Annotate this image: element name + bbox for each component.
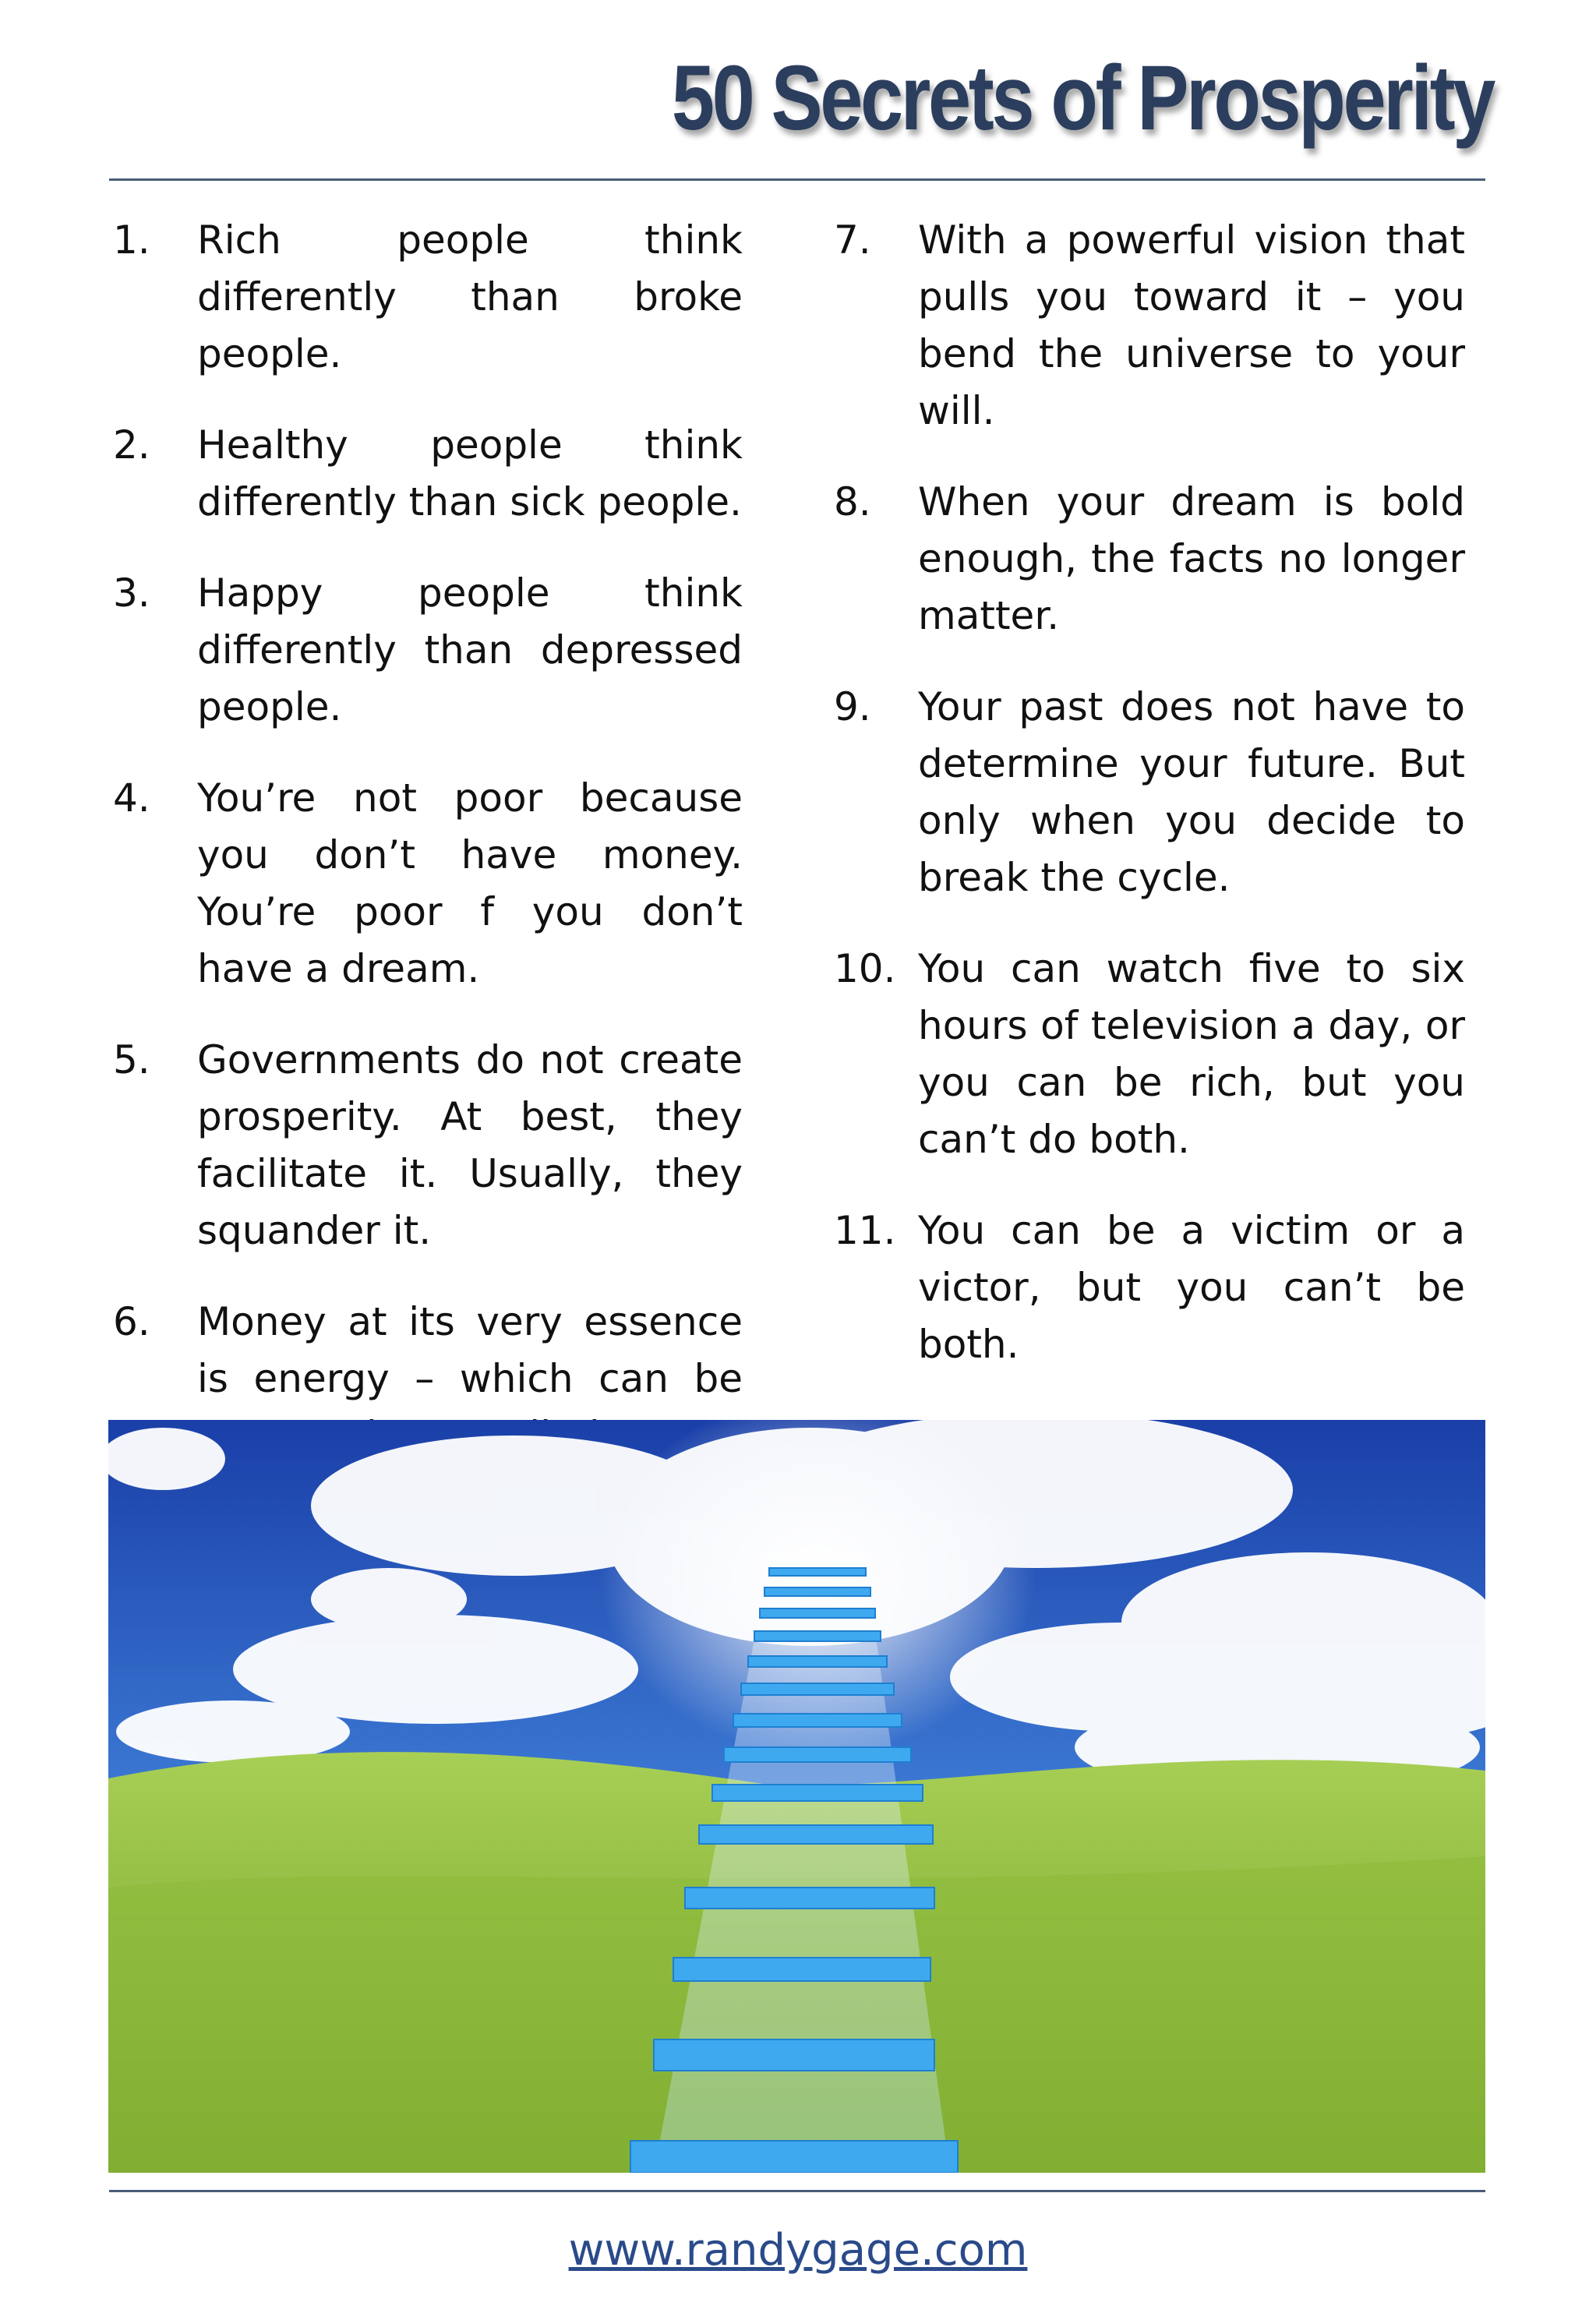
- top-divider: [109, 178, 1485, 181]
- item-number: 1.: [113, 217, 150, 263]
- item-text: Your past does not have to determine your future. But only when you decide to break the cycle.: [918, 684, 1465, 900]
- list-item: [113, 565, 743, 736]
- item-number: 9.: [834, 684, 871, 729]
- item-text: When your dream is bold enough, the facts no longer matter.: [918, 479, 1465, 638]
- item-text: Healthy people think differently than sick people.: [197, 422, 743, 524]
- list-item: [113, 1032, 743, 1259]
- item-text: You can be a victim or a victor, but you can’t be both.: [918, 1208, 1465, 1367]
- item-text: You’re not poor because you don’t have money. You’re poor f you don’t have a dream.: [197, 775, 743, 991]
- item-text: Money at its very essence is energy – which can be: [197, 1299, 743, 1401]
- left-column: [113, 212, 743, 1499]
- item-number: 10.: [834, 946, 896, 991]
- list-item: [113, 770, 743, 998]
- list-item: [113, 417, 743, 531]
- list-item: [834, 1202, 1465, 1373]
- website-link[interactable]: www.randygage.com: [568, 2225, 1028, 2276]
- item-number: 11.: [834, 1208, 896, 1253]
- item-number: 4.: [113, 775, 150, 821]
- item-number: 2.: [113, 422, 150, 468]
- item-number: 5.: [113, 1037, 150, 1082]
- item-text: You can watch five to six hours of television a day, or you can be rich, but you can’t do both.: [918, 946, 1465, 1162]
- page-title: 50 Secrets of Prosperity: [671, 47, 1493, 150]
- list-item: [834, 679, 1465, 906]
- right-column: [834, 212, 1465, 1407]
- item-text: With a powerful vision that pulls you toward it – you bend the universe to your will.: [918, 217, 1465, 433]
- list-item: [834, 941, 1465, 1168]
- item-number: 3.: [113, 570, 150, 616]
- item-text: Happy people think differently than depressed people.: [197, 570, 743, 729]
- list-item: [834, 474, 1465, 644]
- item-number: 7.: [834, 217, 871, 263]
- stairway-to-sky-image: [108, 1420, 1485, 2173]
- list-item: [113, 212, 743, 383]
- item-number: 6.: [113, 1299, 150, 1344]
- item-number: 8.: [834, 479, 871, 524]
- item-text: Governments do not create prosperity. At best, they facilitate it. Usually, they squander it.: [197, 1037, 743, 1253]
- bottom-divider: [109, 2190, 1485, 2192]
- item-text: Rich people think differently than broke people.: [197, 217, 743, 376]
- list-item: [834, 212, 1465, 440]
